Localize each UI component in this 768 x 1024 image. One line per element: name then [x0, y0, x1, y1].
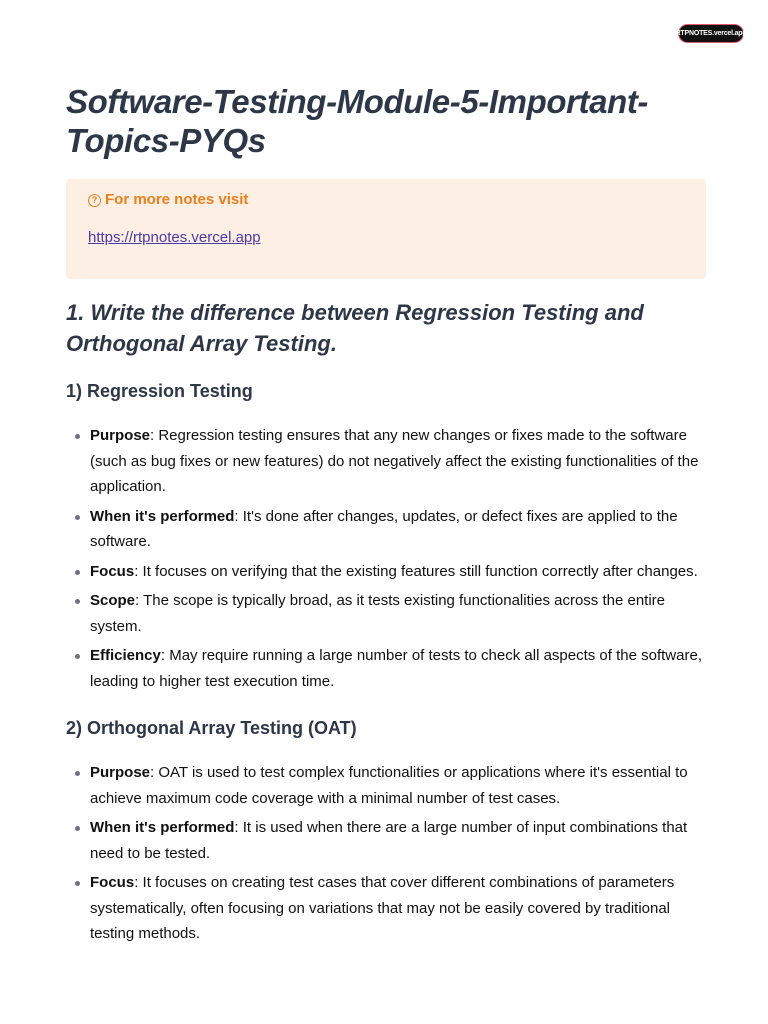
- item-text: : It focuses on verifying that the existing features still function correctly after changes.: [134, 562, 698, 580]
- item-term: Focus: [90, 874, 135, 891]
- item-term: When it's performed: [90, 819, 235, 836]
- list-item: [66, 559, 706, 585]
- site-badge[interactable]: RTPNOTES.vercel.app: [679, 25, 743, 42]
- item-text: : The scope is typically broad, as it tests existing functionalities across the entire system.: [90, 592, 665, 635]
- item-text: : It focuses on creating test cases that cover different combinations of parameters systematically, often focusing on variations that may not be easily covered by traditional testing methods.: [90, 874, 675, 942]
- list-item: [66, 588, 706, 639]
- oat-list: [66, 760, 706, 947]
- list-item: [66, 870, 706, 947]
- callout-heading-text: For more notes visit: [105, 191, 249, 208]
- bullet-icon: [75, 881, 80, 886]
- section-heading-regression: 1) Regression Testing: [66, 381, 253, 401]
- callout-heading: [88, 191, 684, 209]
- list-item: [66, 815, 706, 866]
- bullet-icon: [75, 434, 80, 439]
- item-term: Purpose: [90, 427, 151, 444]
- list-item: [66, 760, 706, 811]
- page-content: [66, 82, 706, 951]
- notes-callout: [66, 179, 706, 279]
- bullet-icon: [75, 826, 80, 831]
- bullet-icon: [75, 771, 80, 776]
- item-term: Efficiency: [90, 647, 161, 664]
- item-term: Purpose: [90, 764, 151, 781]
- question-circle-icon: ?: [88, 194, 101, 207]
- item-text: : Regression testing ensures that any new changes or fixes made to the software (such as bug fixes or new features) do not negatively affect the existing functionalities of the application.: [90, 427, 699, 495]
- regression-list: [66, 423, 706, 694]
- item-text: : May require running a large number of tests to check all aspects of the software, leading to higher test execution time.: [90, 647, 702, 690]
- item-term: Scope: [90, 592, 136, 609]
- item-text: : It's done after changes, updates, or defect fixes are applied to the software.: [90, 507, 678, 550]
- bullet-icon: [75, 515, 80, 520]
- bullet-icon: [75, 570, 80, 575]
- item-term: Focus: [90, 562, 135, 580]
- item-text: : OAT is used to test complex functionalities or applications where it's essential to achieve maximum code coverage with a minimal number of test cases.: [90, 764, 688, 807]
- list-item: [66, 504, 706, 555]
- item-text: : It is used when there are a large number of input combinations that need to be tested.: [90, 819, 688, 862]
- section-heading-oat: 2) Orthogonal Array Testing (OAT): [66, 718, 357, 738]
- item-term: When it's performed: [90, 507, 235, 525]
- list-item: [66, 423, 706, 500]
- notes-link[interactable]: https://rtpnotes.vercel.app: [88, 229, 261, 246]
- question-heading: 1. Write the difference between Regression Testing and Orthogonal Array Testing.: [66, 300, 644, 356]
- bullet-icon: [75, 599, 80, 604]
- page-title: Software-Testing-Module-5-Important-Topics-PYQs: [66, 83, 649, 159]
- bullet-icon: [75, 654, 80, 659]
- list-item: [66, 643, 706, 694]
